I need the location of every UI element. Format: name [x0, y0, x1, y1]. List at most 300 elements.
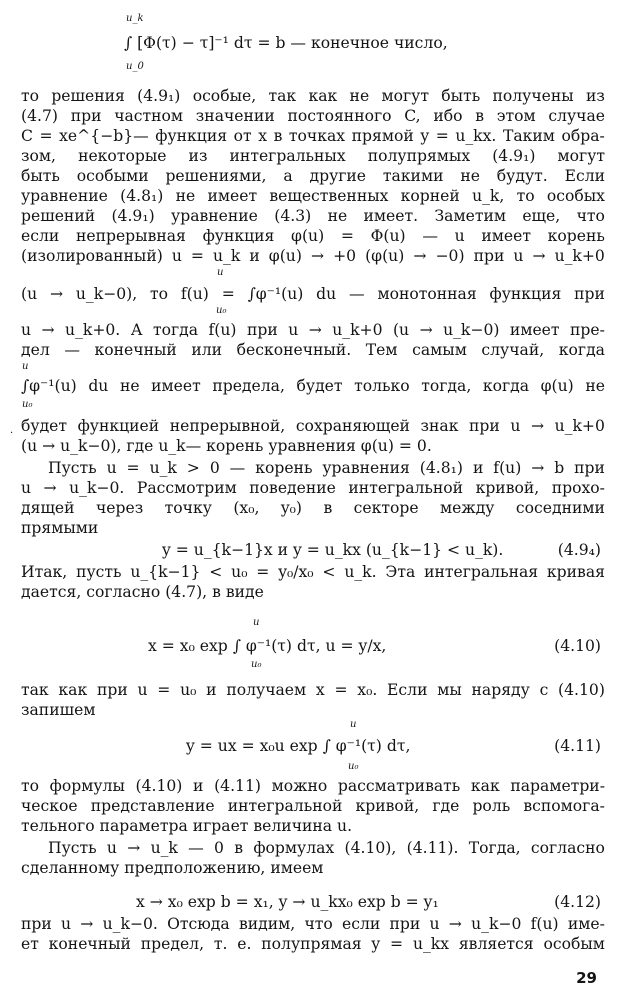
word: Пусть	[48, 459, 97, 477]
text-line	[21, 562, 605, 582]
word: самым	[412, 341, 467, 359]
word: u_k+0	[332, 321, 383, 339]
word: ибо	[433, 107, 463, 125]
word: решения	[51, 87, 125, 105]
word: Если	[387, 681, 428, 699]
word: не	[460, 167, 480, 185]
word: u	[106, 839, 117, 857]
word: является	[458, 935, 534, 953]
word: при	[21, 915, 52, 933]
word: Пусть	[48, 839, 97, 857]
inline-integral-lower: u₀	[216, 305, 227, 316]
word: т.	[213, 935, 228, 953]
word: уравнение	[171, 207, 258, 225]
word: и	[206, 681, 217, 699]
word: Заметим	[434, 207, 506, 225]
word: →	[531, 459, 545, 477]
equation-number: (4.9₄)	[557, 541, 601, 559]
word: ∫φ⁻¹(u)	[21, 377, 77, 395]
text-line: сделанному предположению, имеем	[21, 859, 324, 877]
word: рассматривать	[337, 777, 461, 795]
word: име-	[567, 915, 605, 933]
text-line	[48, 458, 605, 478]
word: (4.10)	[135, 777, 183, 795]
word: u	[513, 247, 524, 265]
word: формулах	[253, 839, 335, 857]
word: f(u)	[208, 321, 237, 339]
word: u_k.	[344, 563, 377, 581]
word: (4.8₁)	[120, 187, 164, 205]
word: →	[80, 915, 94, 933]
word: прямой	[351, 127, 414, 145]
word: интегральной	[348, 479, 464, 497]
word: особыми	[76, 167, 149, 185]
word: не	[585, 377, 605, 395]
inline-integral-upper: u	[217, 267, 224, 278]
word: кривая	[546, 563, 605, 581]
equation-number: (4.10)	[554, 637, 601, 655]
word: =	[435, 127, 449, 145]
word: формулы	[49, 777, 125, 795]
word: <	[322, 563, 336, 581]
word: u₀	[180, 681, 197, 699]
word: ческое	[21, 797, 78, 815]
word: x₀.	[357, 681, 378, 699]
word: =	[340, 227, 354, 245]
word: конечный	[48, 935, 131, 953]
word: некоторые	[78, 147, 167, 165]
equation-4-11: y = ux = x₀u exp ∫ φ⁻¹(τ) dτ,	[186, 737, 411, 755]
word: (u	[392, 321, 410, 339]
word: дящей	[21, 499, 75, 517]
text-line	[21, 146, 605, 166]
word: y₀)	[280, 499, 303, 517]
word: что	[576, 207, 605, 225]
word: =	[157, 681, 171, 699]
word: роль	[472, 797, 511, 815]
word: =	[334, 681, 348, 699]
word: через	[95, 499, 144, 517]
word: функция	[489, 285, 562, 303]
word: имеет	[509, 321, 560, 339]
word: u_k−0.	[102, 915, 158, 933]
word: сохраняющей	[295, 417, 410, 435]
word: ет	[21, 935, 39, 953]
word: при	[389, 915, 421, 933]
word: Таким	[502, 127, 555, 145]
word: +0	[333, 247, 357, 265]
word: то	[21, 87, 40, 105]
word: y₀/x₀	[278, 563, 314, 581]
text-line	[21, 478, 605, 498]
word: (φ(u)	[365, 247, 405, 265]
word: могут	[557, 147, 605, 165]
word: решениями,	[165, 167, 267, 185]
word: когда	[482, 377, 530, 395]
word: можно	[271, 777, 328, 795]
word: зом,	[21, 147, 56, 165]
word: предела,	[212, 377, 285, 395]
word: (4.11)	[214, 777, 261, 795]
word: не	[119, 377, 140, 395]
word: (4.10)	[558, 681, 605, 699]
word: конечный	[94, 341, 177, 359]
word: u	[171, 247, 182, 265]
word: пусть	[76, 563, 122, 581]
word: u₀	[231, 563, 248, 581]
word: будет	[296, 377, 343, 395]
text-line	[21, 106, 605, 126]
word: пре-	[569, 321, 605, 339]
word: (4.7)	[21, 107, 58, 125]
word: (4.8₁)	[419, 459, 464, 477]
word: особых	[546, 187, 605, 205]
word: =	[221, 285, 235, 303]
word: когда	[558, 341, 605, 359]
word: xe^{−b}—	[59, 127, 149, 145]
word: могут	[381, 87, 429, 105]
word: Итак,	[21, 563, 68, 581]
word: Тогда,	[468, 839, 521, 857]
word: u_kx.	[455, 127, 497, 145]
word: φ(u)	[540, 377, 574, 395]
text-line	[21, 206, 605, 226]
word: где	[432, 797, 460, 815]
word: →	[419, 321, 433, 339]
integral-upper-limit: u	[253, 617, 260, 628]
word: от	[233, 127, 252, 145]
word: прохо-	[551, 479, 605, 497]
word: будут.	[496, 167, 548, 185]
word: →	[41, 321, 55, 339]
word: предел,	[140, 935, 205, 953]
word: →	[43, 479, 57, 497]
word: b	[554, 459, 565, 477]
word: x	[315, 681, 325, 699]
word: из	[586, 87, 605, 105]
word: =	[190, 247, 204, 265]
word: y	[420, 127, 430, 145]
word: u	[137, 681, 148, 699]
word: f(u)	[180, 285, 209, 303]
word: непрерывной,	[169, 417, 286, 435]
inline-integral-upper: u	[22, 361, 29, 372]
word: Если	[564, 167, 605, 185]
word: →	[127, 839, 141, 857]
text-line	[21, 776, 605, 796]
equation-number: (4.11)	[554, 737, 601, 755]
word: если	[21, 227, 60, 245]
word: значении	[195, 107, 275, 125]
word: е.	[237, 935, 252, 953]
word: du	[88, 377, 109, 395]
word: точках	[288, 127, 346, 145]
word: постоянного	[287, 107, 392, 125]
word: быть	[441, 87, 481, 105]
word: u	[429, 915, 440, 933]
word: как	[308, 87, 338, 105]
word: du	[316, 285, 337, 303]
word: u_k,	[472, 187, 505, 205]
text-line: (u → u_k−0), где u_k— корень уравнения φ(u) = 0.	[21, 437, 432, 455]
margin-mark: ·	[10, 428, 14, 439]
word: —	[422, 227, 438, 245]
equation-top-integral: ∫ [Φ(τ) − τ]⁻¹ dτ = b — конечное число,	[124, 34, 448, 52]
word: тогда,	[421, 377, 472, 395]
word: дел	[21, 341, 50, 359]
word: Тем	[365, 341, 398, 359]
word: (4.9₁)	[111, 207, 155, 225]
word: особым	[543, 935, 605, 953]
word: Отсюда	[167, 915, 230, 933]
word: точку	[164, 499, 212, 517]
word: получаем	[226, 681, 307, 699]
word: мы	[437, 681, 462, 699]
word: при	[574, 459, 605, 477]
word: —	[188, 839, 204, 857]
word: u_k	[149, 459, 177, 477]
word: (u	[21, 285, 38, 303]
word: полупрямая	[261, 935, 362, 953]
word: при	[473, 247, 505, 265]
word: u_{k−1}	[130, 563, 201, 581]
word: u	[454, 227, 465, 245]
word: u	[61, 915, 72, 933]
word: u_k−0),	[75, 285, 138, 303]
word: другие	[309, 167, 367, 185]
word: =	[256, 563, 270, 581]
word: —	[64, 341, 80, 359]
word: вспомога-	[523, 797, 605, 815]
text-line	[21, 246, 605, 266]
word: 0	[214, 839, 224, 857]
text-line: прямыми	[21, 519, 99, 537]
word: в	[323, 499, 333, 517]
text-line: дается, согласно (4.7), в виде	[21, 583, 264, 601]
word: имеет.	[363, 207, 419, 225]
equation-4-10: x = x₀ exp ∫ φ⁻¹(τ) dτ, u = y/x,	[148, 637, 387, 655]
text-line	[21, 914, 605, 934]
text-line	[21, 186, 605, 206]
word: этом	[496, 107, 536, 125]
word: интегральной	[227, 797, 343, 815]
word: →	[308, 321, 322, 339]
word: →	[413, 247, 427, 265]
word: особые,	[192, 87, 257, 105]
word: частном	[114, 107, 184, 125]
word: а	[283, 167, 293, 185]
word: f(u)	[530, 915, 559, 933]
word: имеет	[481, 227, 531, 245]
word: случае	[548, 107, 605, 125]
word: функция	[155, 127, 228, 145]
word: u	[21, 321, 32, 339]
word: такими	[382, 167, 444, 185]
word: при	[246, 321, 278, 339]
text-line	[21, 416, 605, 436]
word: тогда	[152, 321, 199, 339]
word: (4.9₁)	[492, 147, 536, 165]
word: =	[126, 459, 140, 477]
word: функция	[202, 227, 275, 245]
word: получены	[492, 87, 574, 105]
word: C	[21, 127, 33, 145]
word: u	[288, 321, 299, 339]
word: —	[229, 459, 246, 477]
word: как	[58, 681, 88, 699]
word: −0)	[435, 247, 465, 265]
text-line	[21, 934, 605, 954]
text-line	[21, 320, 605, 340]
word: (изолированный)	[21, 247, 163, 265]
word: интегральных	[229, 147, 346, 165]
integral-lower-limit: u_0	[126, 61, 144, 72]
text-line	[48, 838, 605, 858]
word: u_k+0	[554, 247, 605, 265]
word: согласно	[530, 839, 605, 857]
word: φ(u)	[291, 227, 325, 245]
word: уравнение	[21, 187, 108, 205]
word: имеет	[151, 377, 201, 395]
integral-lower-limit: u₀	[348, 761, 359, 772]
word: секторе	[353, 499, 419, 517]
word: случай,	[481, 341, 545, 359]
equation-4-12: x → x₀ exp b = x₁, y → u_kx₀ exp b = y₁	[136, 893, 439, 911]
word: или	[191, 341, 223, 359]
word: →	[532, 247, 546, 265]
word: уравнения	[322, 459, 410, 477]
word: еще,	[522, 207, 561, 225]
word: не	[175, 187, 196, 205]
word: если	[342, 915, 381, 933]
word: =	[39, 127, 53, 145]
word: только	[354, 377, 410, 395]
integral-upper-limit: u_k	[126, 13, 144, 24]
word: (x₀,	[233, 499, 260, 517]
word: будет	[21, 417, 68, 435]
page-number: 29	[576, 969, 597, 987]
text-line	[21, 86, 605, 106]
text-line	[21, 680, 605, 700]
word: u_k−0.	[69, 479, 125, 497]
word: при	[70, 107, 102, 125]
word: кривой,	[475, 479, 540, 497]
word: как	[470, 777, 500, 795]
word: (4.11).	[406, 839, 459, 857]
word: при	[574, 285, 605, 303]
word: то	[150, 285, 169, 303]
text-line	[21, 126, 605, 146]
word: кривой,	[355, 797, 420, 815]
word: видим,	[238, 915, 296, 933]
word: Φ(u)	[370, 227, 406, 245]
word: наряду	[471, 681, 530, 699]
word: >	[186, 459, 200, 477]
word: интегральная	[424, 563, 539, 581]
word: так	[268, 87, 297, 105]
word: знак	[420, 417, 459, 435]
word: решений	[21, 207, 96, 225]
text-line	[21, 166, 605, 186]
word: Эта	[385, 563, 416, 581]
word: (4.10),	[344, 839, 397, 857]
word: не	[349, 87, 370, 105]
word: u	[106, 459, 117, 477]
word: корень	[547, 227, 605, 245]
word: параметри-	[510, 777, 605, 795]
word: (4.3)	[274, 207, 312, 225]
word: с	[539, 681, 549, 699]
word: u	[21, 479, 32, 497]
word: и	[193, 777, 204, 795]
word: <	[209, 563, 223, 581]
word: u_k+0	[554, 417, 605, 435]
word: монотонная	[377, 285, 477, 303]
word: непрерывная	[75, 227, 186, 245]
word: из	[188, 147, 208, 165]
word: имеет	[207, 187, 258, 205]
word: в	[273, 127, 283, 145]
word: →	[448, 915, 462, 933]
word: так	[21, 681, 49, 699]
word: между	[440, 499, 495, 517]
word: φ(u)	[268, 247, 302, 265]
word: поведение	[249, 479, 336, 497]
text-line	[21, 226, 605, 246]
word: вещественных	[269, 187, 389, 205]
word: u_k+0.	[65, 321, 121, 339]
inline-integral-lower: u₀	[22, 399, 33, 410]
word: корень	[255, 459, 313, 477]
word: в	[234, 839, 244, 857]
word: =	[390, 935, 404, 953]
text-line	[21, 498, 605, 518]
word: то	[516, 187, 535, 205]
text-line	[21, 340, 605, 360]
word: →	[310, 247, 325, 265]
word: корней	[400, 187, 460, 205]
word: →	[49, 285, 64, 303]
word: обра-	[561, 127, 605, 145]
word: u_k	[150, 839, 178, 857]
word: функцией	[77, 417, 160, 435]
word: u_k−0)	[443, 321, 500, 339]
word: u_k−0	[471, 915, 522, 933]
word: быть	[21, 167, 60, 185]
word: в	[475, 107, 484, 125]
word: C,	[404, 107, 421, 125]
equation-number: (4.12)	[554, 893, 601, 911]
word: бесконечный.	[236, 341, 352, 359]
word: f(u)	[493, 459, 522, 477]
word: →	[530, 417, 545, 435]
integral-lower-limit: u₀	[251, 659, 262, 670]
word: и	[472, 459, 484, 477]
word: полупрямых	[367, 147, 471, 165]
word: то	[21, 777, 40, 795]
word: не	[327, 207, 348, 225]
word: соседними	[515, 499, 605, 517]
word: что	[304, 915, 333, 933]
word: и	[249, 247, 260, 265]
integral-upper-limit: u	[350, 719, 357, 730]
text-line	[21, 796, 605, 816]
word: y	[371, 935, 381, 953]
word: u	[510, 417, 521, 435]
text-line	[21, 376, 605, 396]
word: при	[96, 681, 128, 699]
word: 0	[209, 459, 220, 477]
